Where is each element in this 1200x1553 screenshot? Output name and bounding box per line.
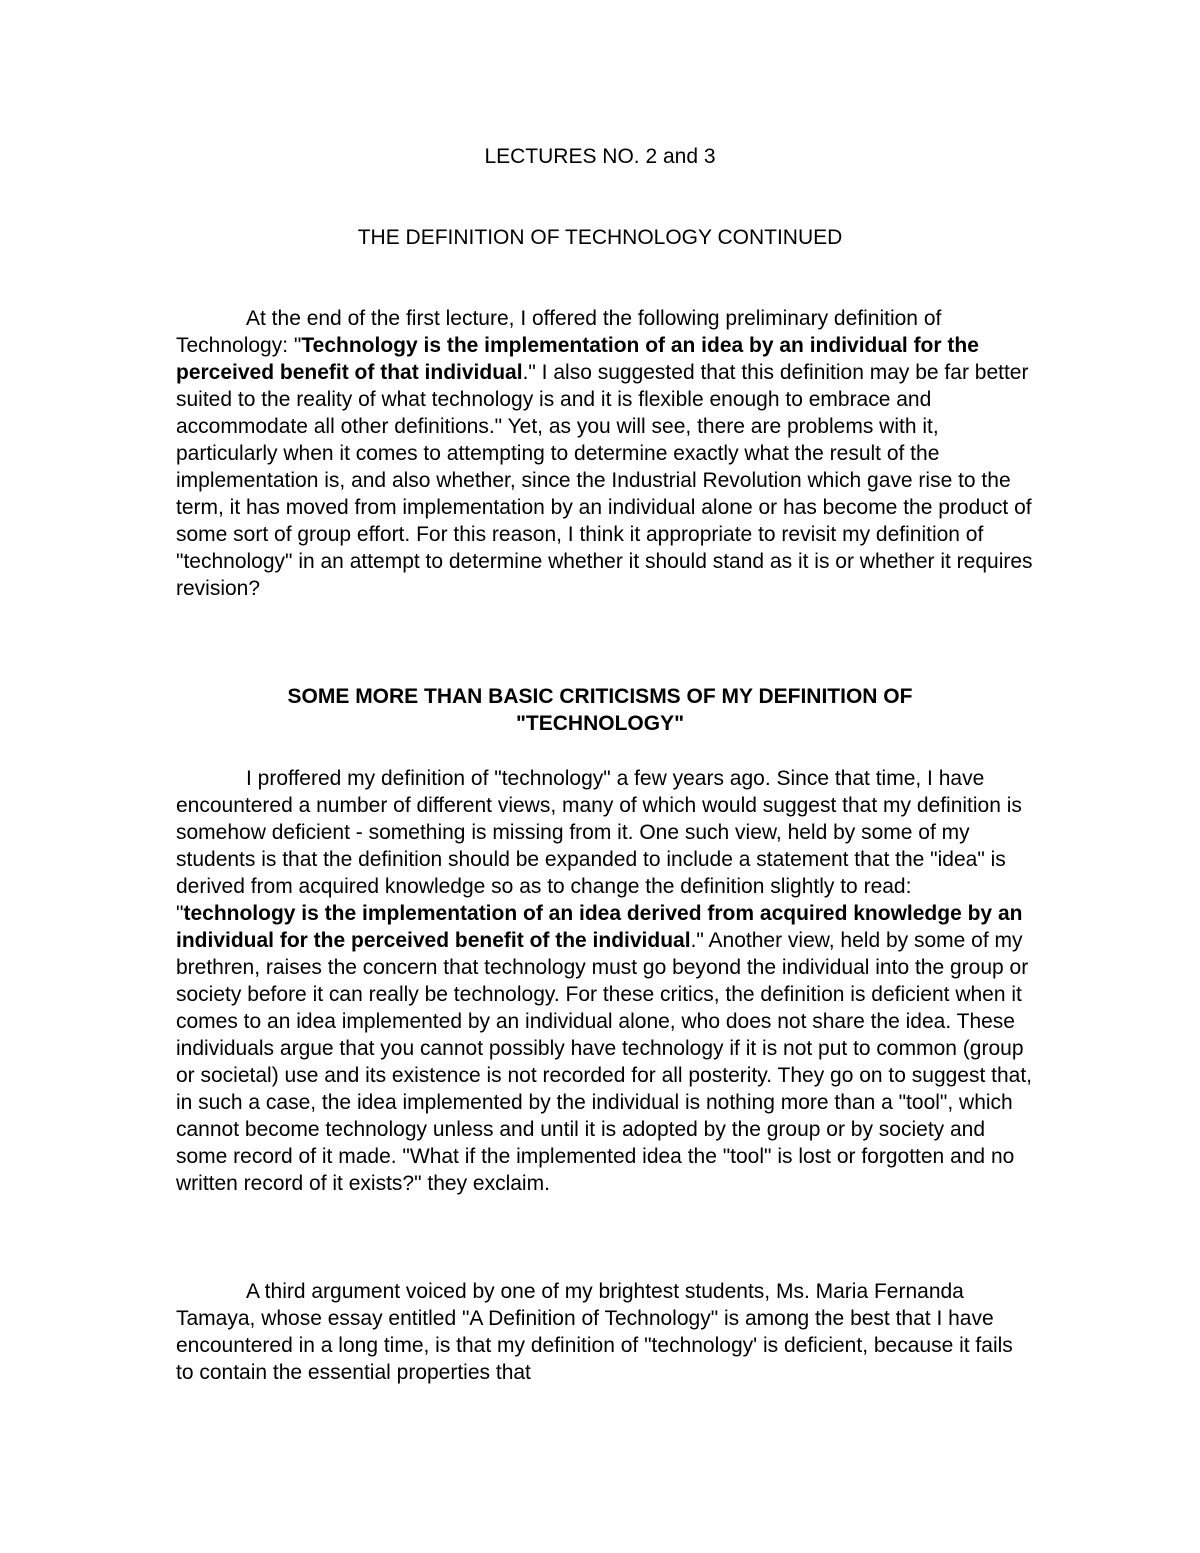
paragraph-3-text: A third argument voiced by one of my brightest students, Ms. Maria Fernanda Tamaya, whose essay entitled "A Definition of Technology" is among the best that I have encountered in a long time, is that my definition of "technology' is deficient, because it fails to contain the essential properties that <box>176 1280 1013 1384</box>
section-heading-line-1: SOME MORE THAN BASIC CRITICISMS OF MY DEFINITION OF <box>287 685 913 708</box>
paragraph-1-text-a: At the end of the first lecture, I offered the following preliminary definition of Technology: " <box>176 307 942 357</box>
paragraph-1-text-b: ." I also suggested that this definition may be far better suited to the reality of what technology is and it is flexible enough to embrace and accommodate all other definitions." Yet, as you will see, there are problems with it, particularly when it comes to attempting to determine exactly what the result of the implementation is, and also whether, since the Industrial Revolution which gave rise to the term, it has moved from implementation by an individual alone or has become the product of some sort of group effort. For this reason, I think it appropriate to revisit my definition of "technology" in an attempt to determine whether it should stand as it is or whether it requires revision? <box>176 361 1033 600</box>
paragraph-3 <box>176 1278 1036 1386</box>
paragraph-2-text-a: I proffered my definition of "technology" a few years ago. Since that time, I have encountered a number of different views, many of which would suggest that my definition is somehow deficient - something is missing from it. One such view, held by some of my students is that the definition should be expanded to include a statement that the "idea" is derived from acquired knowledge so as to change the definition slightly to read: " <box>176 767 1022 925</box>
paragraph-2 <box>176 765 1036 1197</box>
section-heading-line-2: "TECHNOLOGY" <box>515 712 685 735</box>
document-subtitle: THE DEFINITION OF TECHNOLOGY CONTINUED <box>357 226 843 249</box>
paragraph-1-bold-definition: Technology is the implementation of an idea by an individual for the perceived benefit of that individual <box>176 334 979 384</box>
paragraph-2-bold-definition: technology is the implementation of an idea derived from acquired knowledge by an individual for the perceived benefit of the individual <box>176 902 1023 952</box>
section-heading <box>176 683 1024 737</box>
paragraph-1 <box>176 305 1036 602</box>
paragraph-2-text-b: ." Another view, held by some of my brethren, raises the concern that technology must go beyond the individual into the group or society before it can really be technology. For these critics, the definition is deficient when it comes to an idea implemented by an individual alone, who does not share the idea. These individuals argue that you cannot possibly have technology if it is not put to common (group or societal) use and its existence is not recorded for all posterity. They go on to suggest that, in such a case, the idea implemented by the individual is nothing more than a "tool", which cannot become technology unless and until it is adopted by the group or by society and some record of it made. "What if the implemented idea the "tool" is lost or forgotten and no written record of it exists?" they exclaim. <box>176 929 1033 1195</box>
document-title: LECTURES NO. 2 and 3 <box>484 145 716 168</box>
